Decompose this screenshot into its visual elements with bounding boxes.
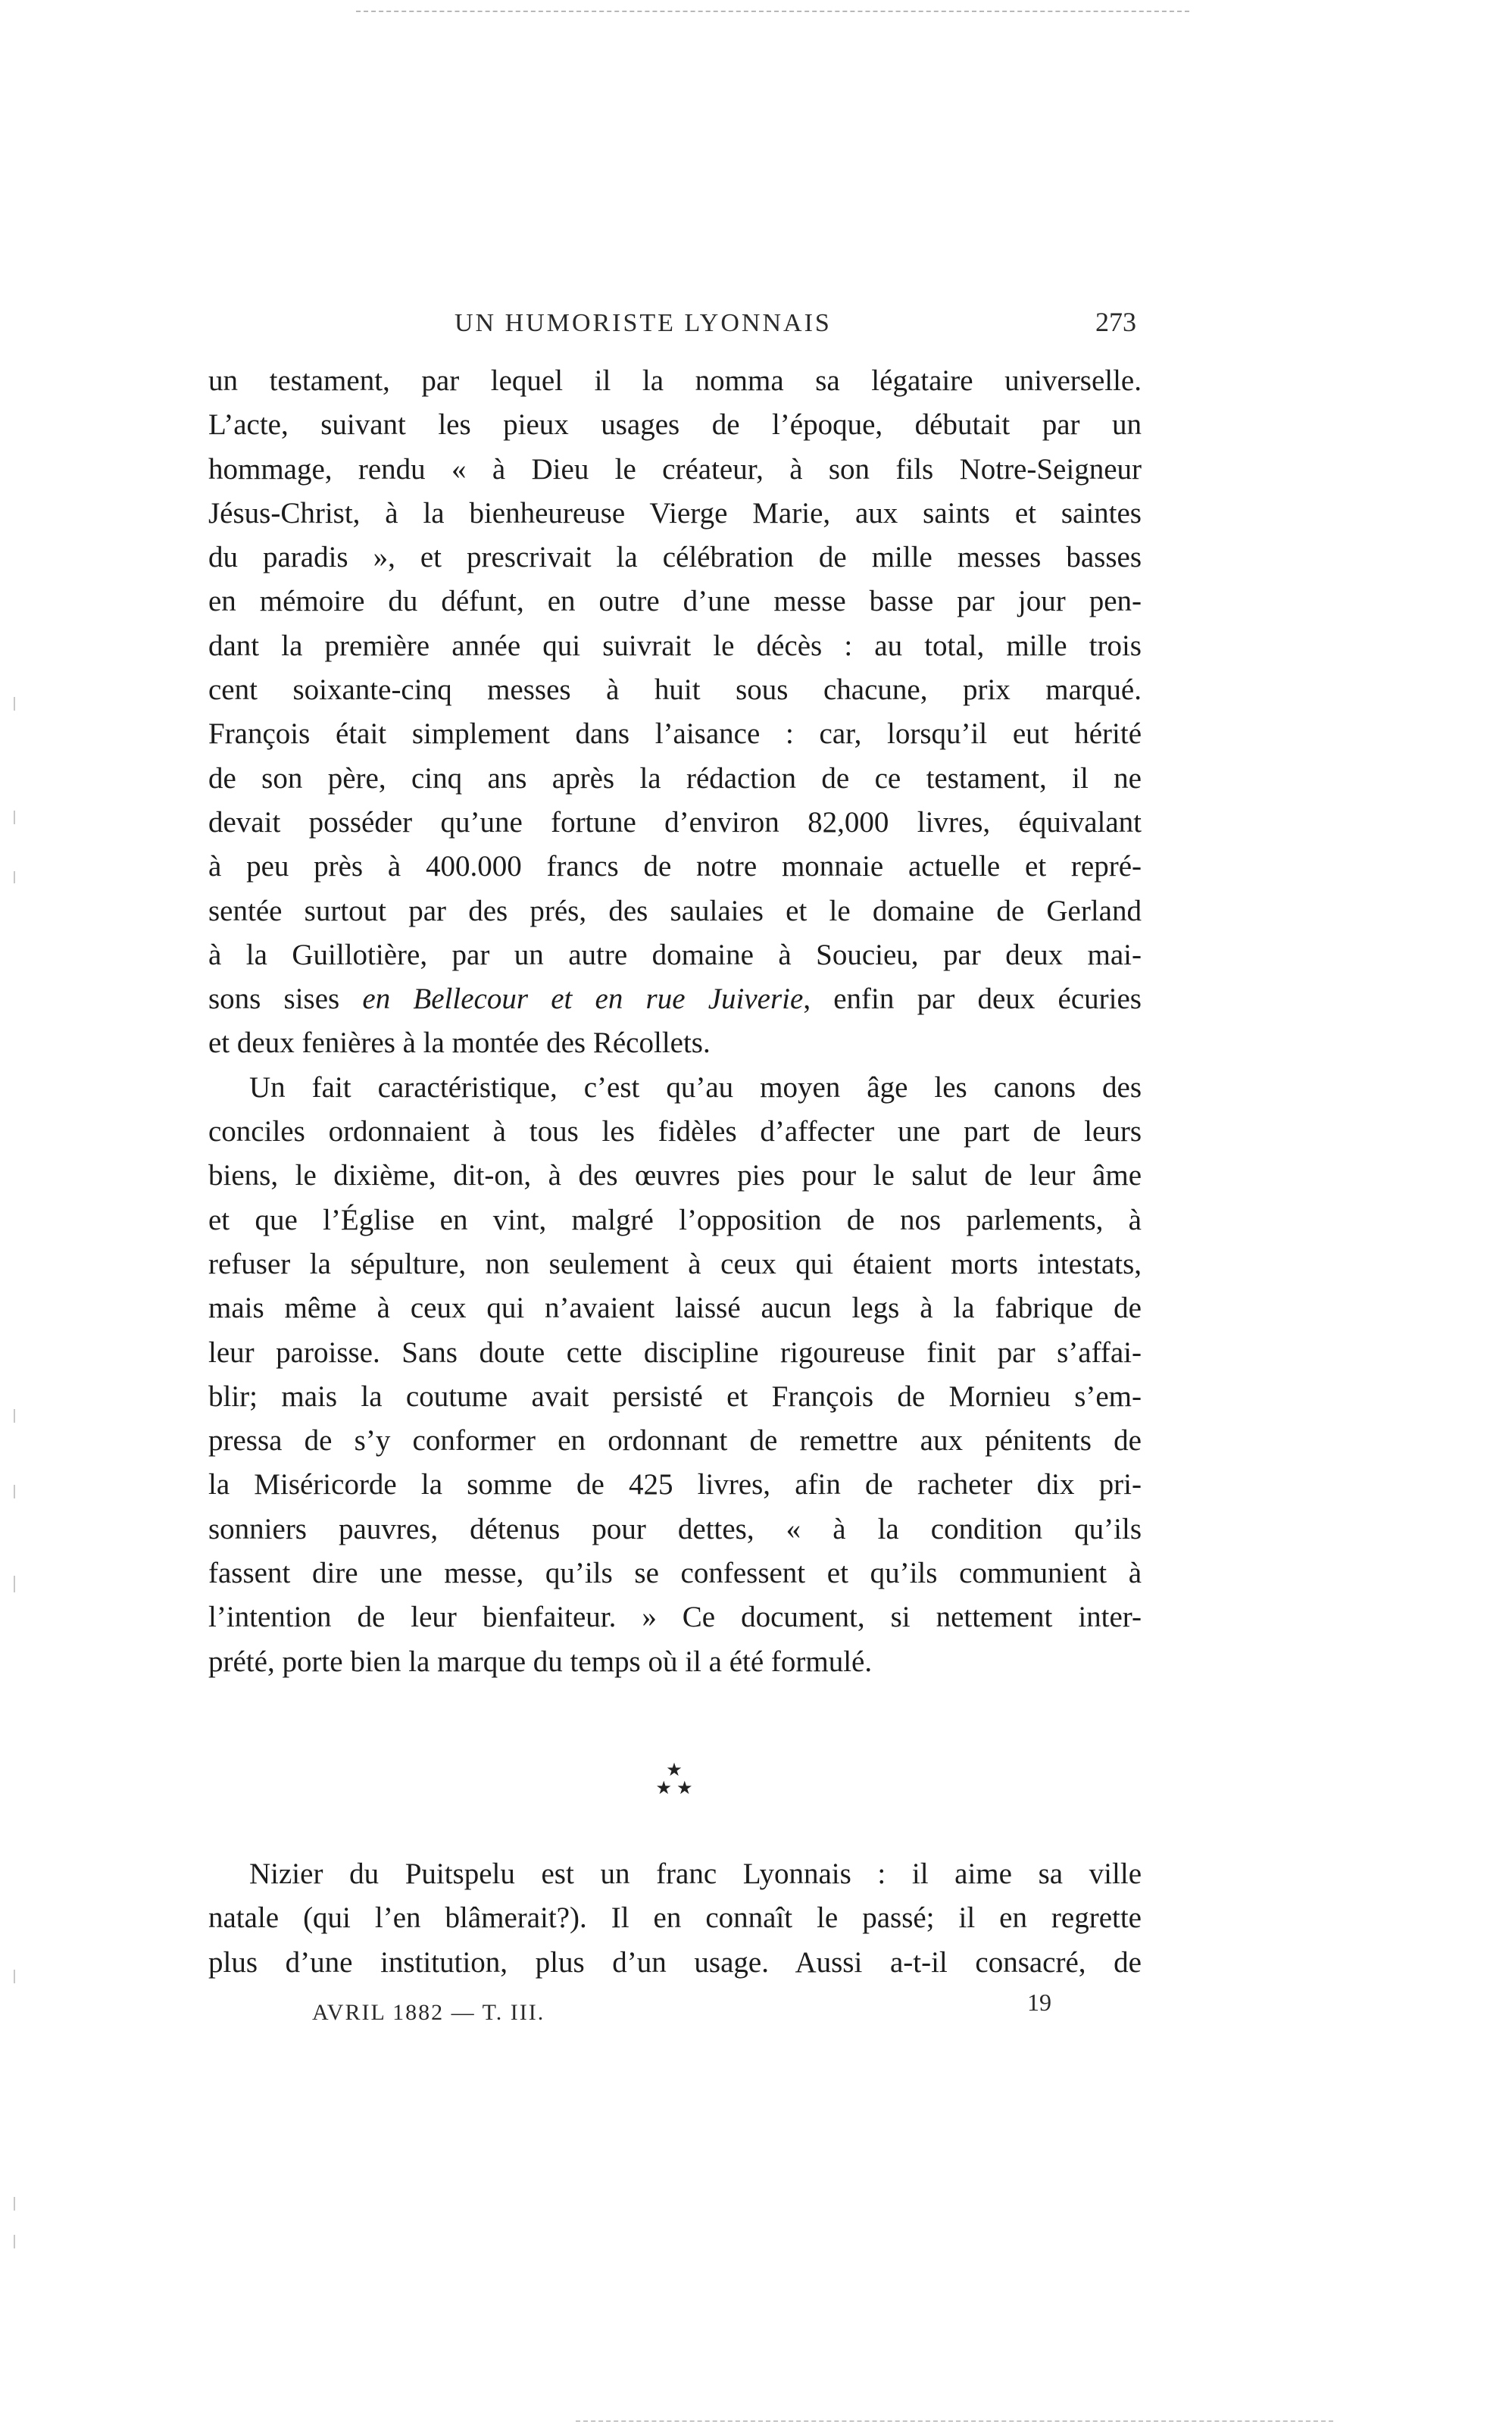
margin-scan-mark [14,811,15,824]
text-line: prété, porte bien la marque du temps où il a été formulé. [208,1645,873,1678]
text-line: Jésus-Christ, à la bienheureuse Vierge Marie, aux saints et saintes [208,496,1142,530]
text-line: fassent dire une messe, qu’ils se confessent et qu’ils communient à [208,1557,1142,1590]
body-text-continued [208,1852,1142,1985]
italic-place-names: en Bellecour et en rue Juiverie [362,983,804,1016]
text-line: cent soixante-cinq messes à huit sous chacune, prix marqué. [208,673,1142,707]
asterism-bottom-stars: ★ ★ [655,1779,693,1798]
margin-scan-mark [14,2197,15,2211]
bottom-edge-rule [576,2420,1333,2422]
body-text [208,359,1142,1684]
top-edge-rule [356,11,1189,12]
text-line-with-italic: sons sises en Bellecour et en rue Juiverie, enfin par deux écuries [208,983,1142,1016]
text-line: hommage, rendu « à Dieu le créateur, à son fils Notre-Seigneur [208,452,1142,486]
running-title: UN HUMORISTE LYONNAIS [455,309,832,337]
text-line: blir; mais la coutume avait persisté et François de Mornieu s’em- [208,1380,1142,1413]
text-line: devait posséder qu’une fortune d’environ 82,000 livres, équivalant [208,805,1142,839]
text-line: à peu près à 400.000 francs de notre monnaie actuelle et repré- [208,850,1142,883]
text-line: conciles ordonnaient à tous les fidèles d’affecter une part de leurs [208,1115,1142,1148]
text-line: un testament, par lequel il la nomma sa légataire universelle. [208,364,1142,397]
text-line: plus d’une institution, plus d’un usage. Aussi a-t-il consacré, de [208,1945,1142,1979]
text-line: et deux fenières à la montée des Récollets. [208,1026,711,1060]
page-number: 273 [1095,307,1136,337]
paragraph-2 [208,1066,1142,1684]
asterism-top-star: ★ [666,1761,683,1780]
running-head [455,309,1136,347]
margin-scan-mark [14,697,15,711]
text-line: du paradis », et prescrivait la célébration de mille messes basses [208,541,1142,574]
text-line: L’acte, suivant les pieux usages de l’époque, débutait par un [208,408,1142,442]
text-line: et que l’Église en vint, malgré l’opposition de nos parlements, à [208,1203,1142,1236]
text-line: sonniers pauvres, détenus pour dettes, « à la condition qu’ils [208,1512,1142,1545]
text-line: François était simplement dans l’aisance : car, lorsqu’il eut hérité [208,717,1142,751]
margin-scan-mark [14,1970,15,1983]
paragraph-3 [208,1852,1142,1985]
text-line: Nizier du Puitspelu est un franc Lyonnais : il aime sa ville [249,1858,1142,1890]
text-line: mais même à ceux qui n’avaient laissé aucun legs à la fabrique de [208,1292,1142,1325]
text-line: l’intention de leur bienfaiteur. » Ce document, si nettement inter- [208,1601,1142,1634]
text-line: sentée surtout par des prés, des saulaies et le domaine de Gerland [208,894,1142,927]
margin-scan-mark [14,2235,15,2248]
sheet-number: 19 [1027,1989,1051,2016]
margin-scan-mark [14,871,15,883]
text-line: à la Guillotière, par un autre domaine à Soucieu, par deux mai- [208,938,1142,971]
text-line: dant la première année qui suivrait le décès : au total, mille trois [208,629,1142,662]
text-line: en mémoire du défunt, en outre d’une messe basse par jour pen- [208,585,1142,618]
text-line: refuser la sépulture, non seulement à ceux qui étaient morts intestats, [208,1247,1142,1280]
text-line: leur paroisse. Sans doute cette discipline rigoureuse finit par s’affai- [208,1336,1142,1369]
paragraph-1 [208,359,1142,1066]
text-line: pressa de s’y conformer en ordonnant de remettre aux pénitents de [208,1424,1142,1458]
margin-scan-mark [14,1576,15,1592]
section-asterism [651,1761,697,1807]
text-line: la Miséricorde la somme de 425 livres, afin de racheter dix pri- [208,1468,1142,1501]
text-line: biens, le dixième, dit-on, à des œuvres pies pour le salut de leur âme [208,1159,1142,1192]
text-line: Un fait caractéristique, c’est qu’au moyen âge les canons des [249,1070,1142,1104]
printer-signature: AVRIL 1882 — T. III. [312,2000,545,2025]
text-line: de son père, cinq ans après la rédaction de ce testament, il ne [208,761,1142,795]
margin-scan-mark [14,1485,15,1498]
text-line: natale (qui l’en blâmerait?). Il en connaît le passé; il en regrette [208,1901,1142,1935]
margin-scan-mark [14,1409,15,1423]
